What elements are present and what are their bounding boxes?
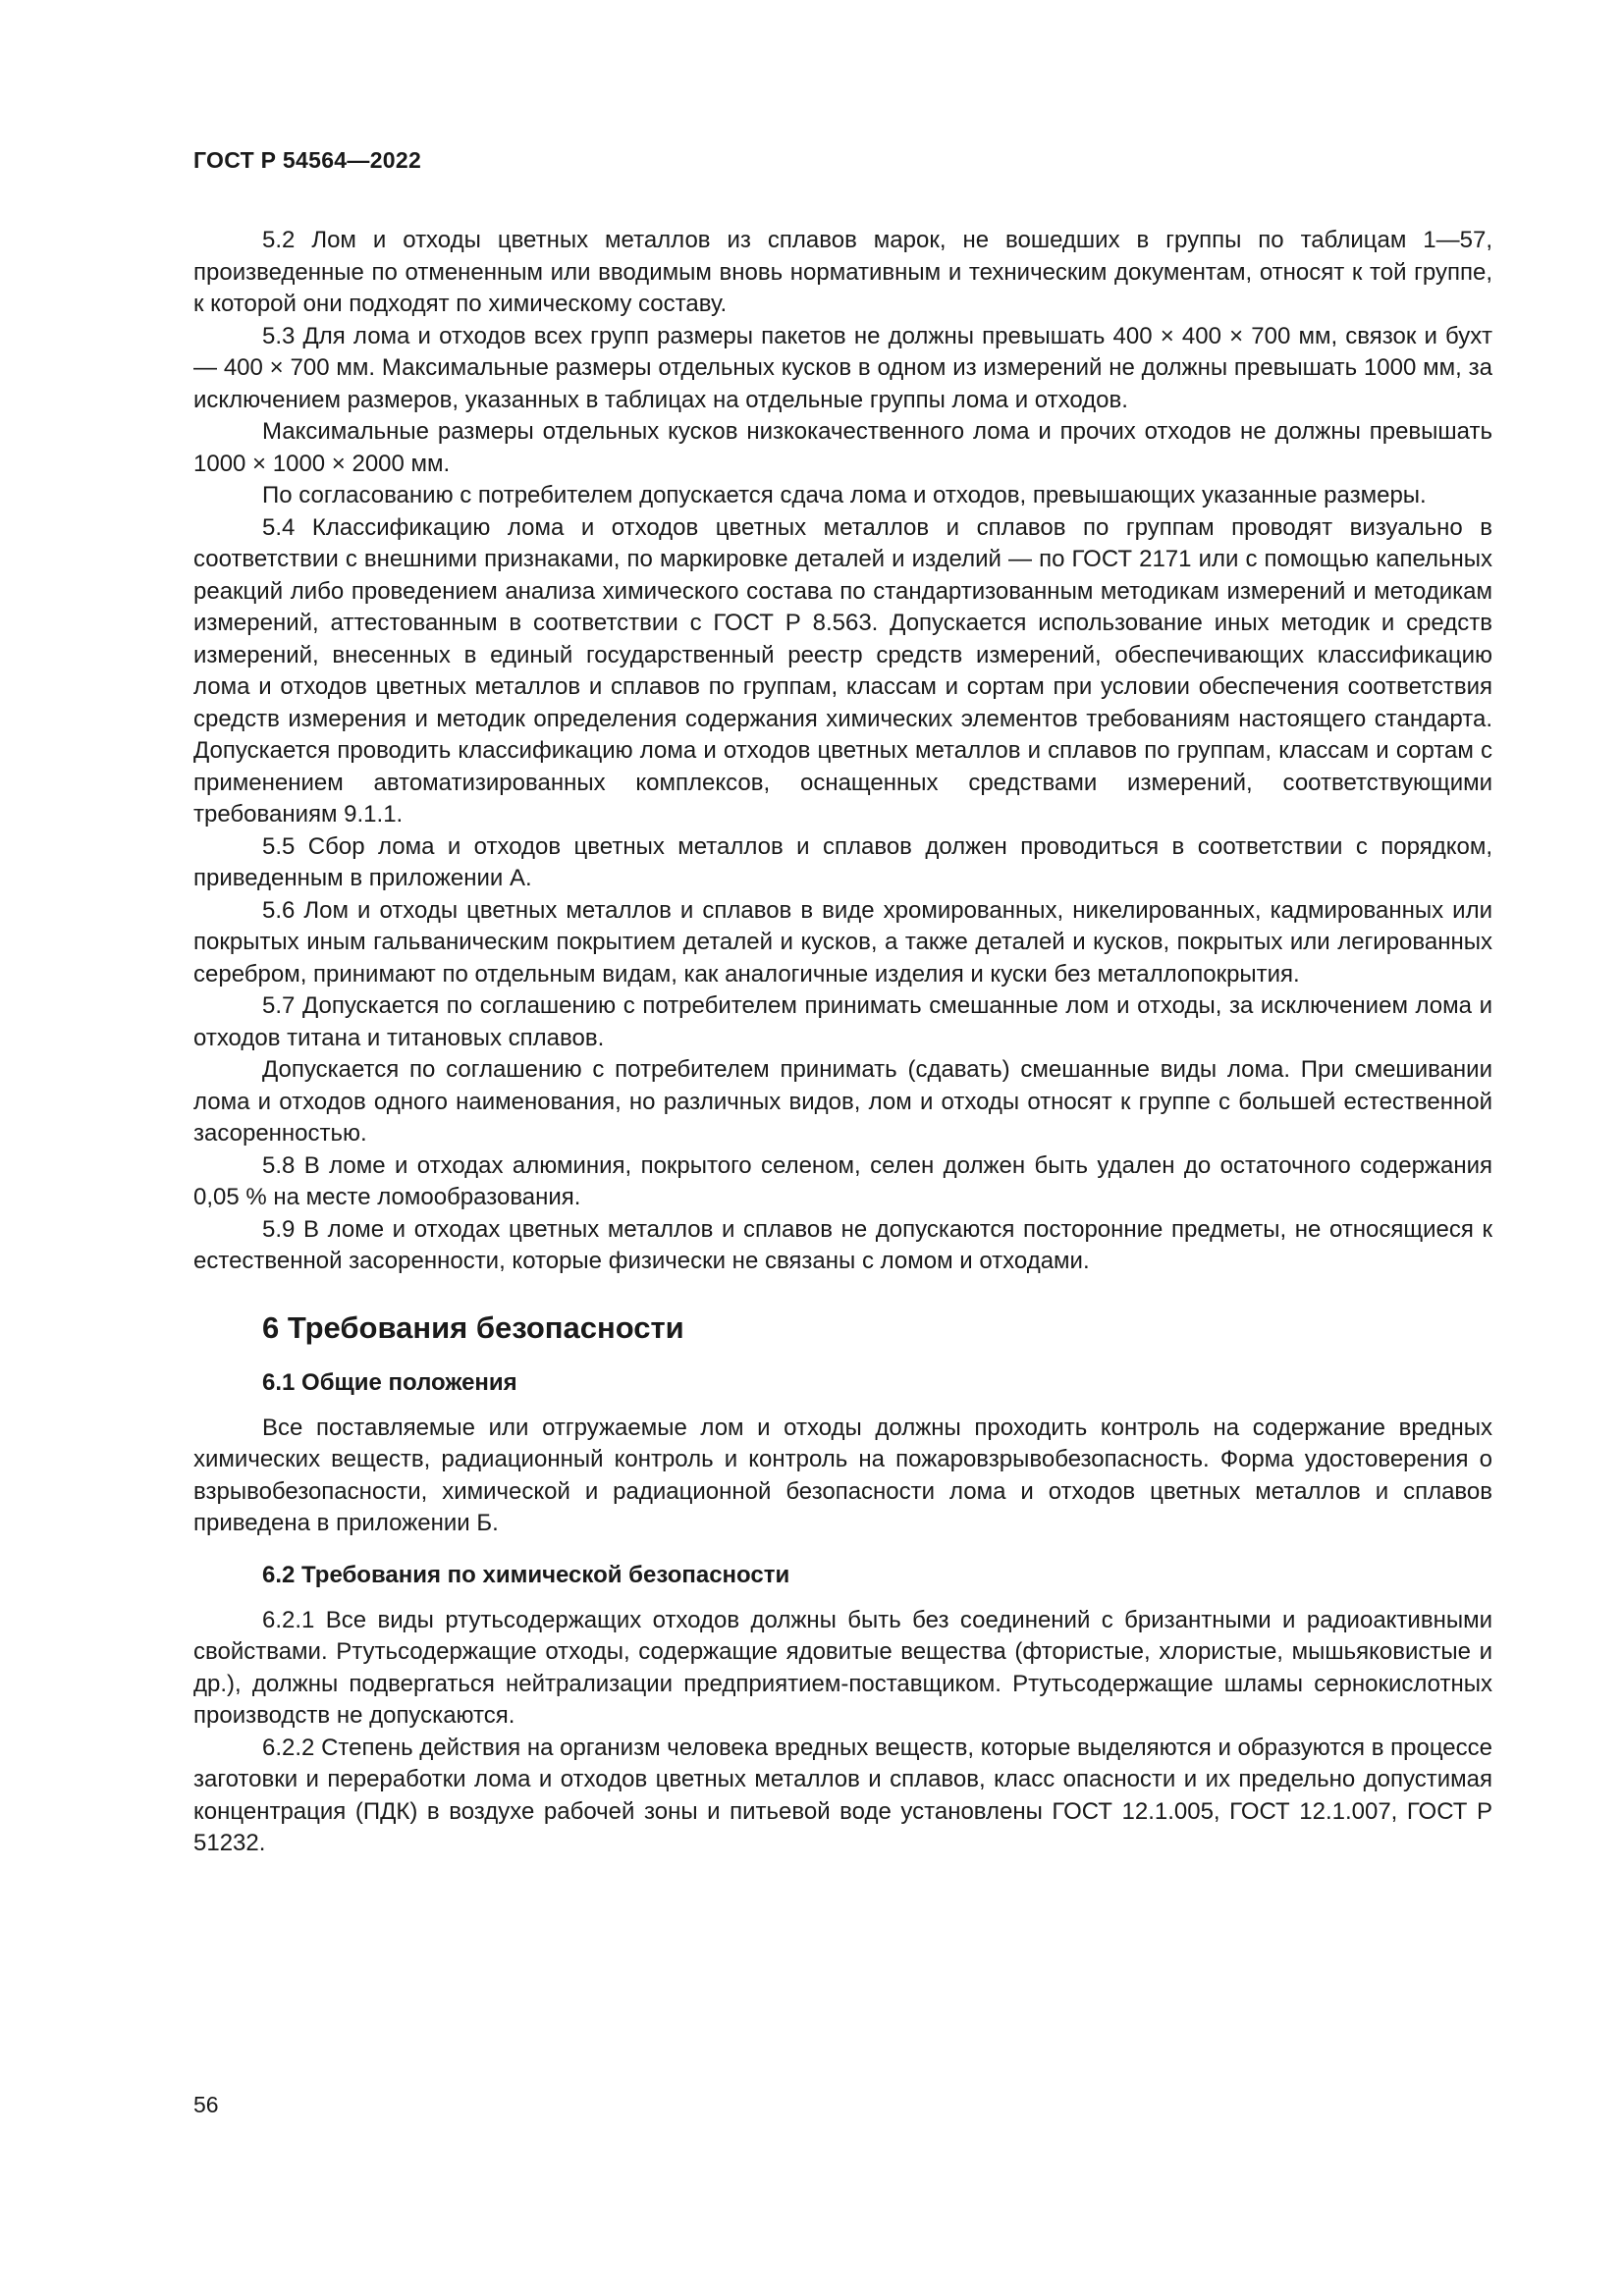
paragraph-5-3-agreement: По согласованию с потребителем допускается сдача лома и отходов, превышающих указанные размеры. <box>262 482 1427 508</box>
paragraph-6-1: Все поставляемые или отгружаемые лом и отходы должны проходить контроль на содержание вредных химических веществ, радиационный контроль и контроль на пожаровзрывобезопасность. Форма удостоверения о взрывобезопасности, химической и радиационной безопасности лома и отходов цветных металлов и сплавов приведена в приложении Б. <box>193 1414 1492 1536</box>
paragraph-5-3: 5.3 Для лома и отходов всех групп размеры пакетов не должны превышать 400 × 400 × 700 мм, связок и бухт — 400 × 700 мм. Максимальные размеры отдельных кусков в одном из измерений не должны превышать 1000 мм, за исключением размеров, указанных в таблицах на отдельные группы лома и отходов. <box>193 322 1492 413</box>
document-body <box>193 225 1492 1860</box>
subsection-6-1-title: 6.1 Общие положения <box>262 1368 517 1396</box>
paragraph-5-8: 5.8 В ломе и отходах алюминия, покрытого селеном, селен должен быть удален до остаточного содержания 0,05 % на месте ломообразования. <box>193 1151 1492 1210</box>
paragraph-6-2-1: 6.2.1 Все виды ртутьсодержащих отходов должны быть без соединений с бризантными и радиоактивными свойствами. Ртутьсодержащие отходы, содержащие ядовитые вещества (фтористые, хлористые, мышьяковистые и др.), должны подвергаться нейтрализации предприятием-поставщиком. Ртутьсодержащие шламы сернокислотных производств не допускаются. <box>193 1606 1492 1729</box>
paragraph-5-3-max-sizes: Максимальные размеры отдельных кусков низкокачественного лома и прочих отходов не должны превышать 1000 × 1000 × 2000 мм. <box>193 418 1492 477</box>
page-number: 56 <box>193 2092 219 2117</box>
subsection-6-2-title: 6.2 Требования по химической безопасности <box>262 1561 790 1588</box>
paragraph-5-7-mixed: Допускается по соглашению с потребителем принимать (сдавать) смешанные виды лома. При смешивании лома и отходов одного наименования, но различных видов, лом и отходы относят к группе с большей естественной засоренностью. <box>193 1056 1492 1147</box>
paragraph-5-6: 5.6 Лом и отходы цветных металлов и сплавов в виде хромированных, никелированных, кадмированных или покрытых иным гальваническим покрытием деталей и кусков, а также деталей и кусков, покрытых или легированных серебром, принимают по отдельным видам, как аналогичные изделия и куски без металлопокрытия. <box>193 896 1492 988</box>
paragraph-5-4: 5.4 Классификацию лома и отходов цветных металлов и сплавов по группам проводят визуально в соответствии с внешними признаками, по маркировке деталей и изделий — по ГОСТ 2171 или с помощью капельных реакций либо проведением анализа химического состава по стандартизованным методикам измерений и методикам измерений, аттестованным в соответствии с ГОСТ Р 8.563. Допускается использование иных методик и средств измерений, внесенных в единый государственный реестр средств измерений, обеспечивающих классификацию лома и отходов цветных металлов и сплавов по группам, классам и сортам при условии обеспечения соответствия средств измерения и методик определения содержания химических элементов требованиям настоящего стандарта. Допускается проводить классификацию лома и отходов цветных металлов и сплавов по группам, классам и сортам с применением автоматизированных комплексов, оснащенных средствами измерений, соответствующими требованиям 9.1.1. <box>193 513 1492 828</box>
section-6-title: 6 Требования безопасности <box>262 1309 684 1345</box>
document-header: ГОСТ Р 54564—2022 <box>193 147 422 173</box>
paragraph-6-2-2: 6.2.2 Степень действия на организм человека вредных веществ, которые выделяются и образуются в процессе заготовки и переработки лома и отходов цветных металлов и сплавов, класс опасности и их предельно допустимая концентрация (ПДК) в воздухе рабочей зоны и питьевой воде установлены ГОСТ 12.1.005, ГОСТ 12.1.007, ГОСТ Р 51232. <box>193 1734 1492 1856</box>
paragraph-5-9: 5.9 В ломе и отходах цветных металлов и сплавов не допускаются посторонние предметы, не относящиеся к естественной засоренности, которые физически не связаны с ломом и отходами. <box>193 1215 1492 1274</box>
paragraph-5-2: 5.2 Лом и отходы цветных металлов из сплавов марок, не вошедших в группы по таблицам 1—57, произведенные по отмененным или вводимым вновь нормативным и техническим документам, относят к той группе, к которой они подходят по химическому составу. <box>193 227 1492 317</box>
paragraph-5-5: 5.5 Сбор лома и отходов цветных металлов и сплавов должен проводиться в соответствии с порядком, приведенным в приложении А. <box>193 832 1492 891</box>
paragraph-5-7: 5.7 Допускается по соглашению с потребителем принимать смешанные лом и отходы, за исключением лома и отходов титана и титановых сплавов. <box>193 992 1492 1051</box>
